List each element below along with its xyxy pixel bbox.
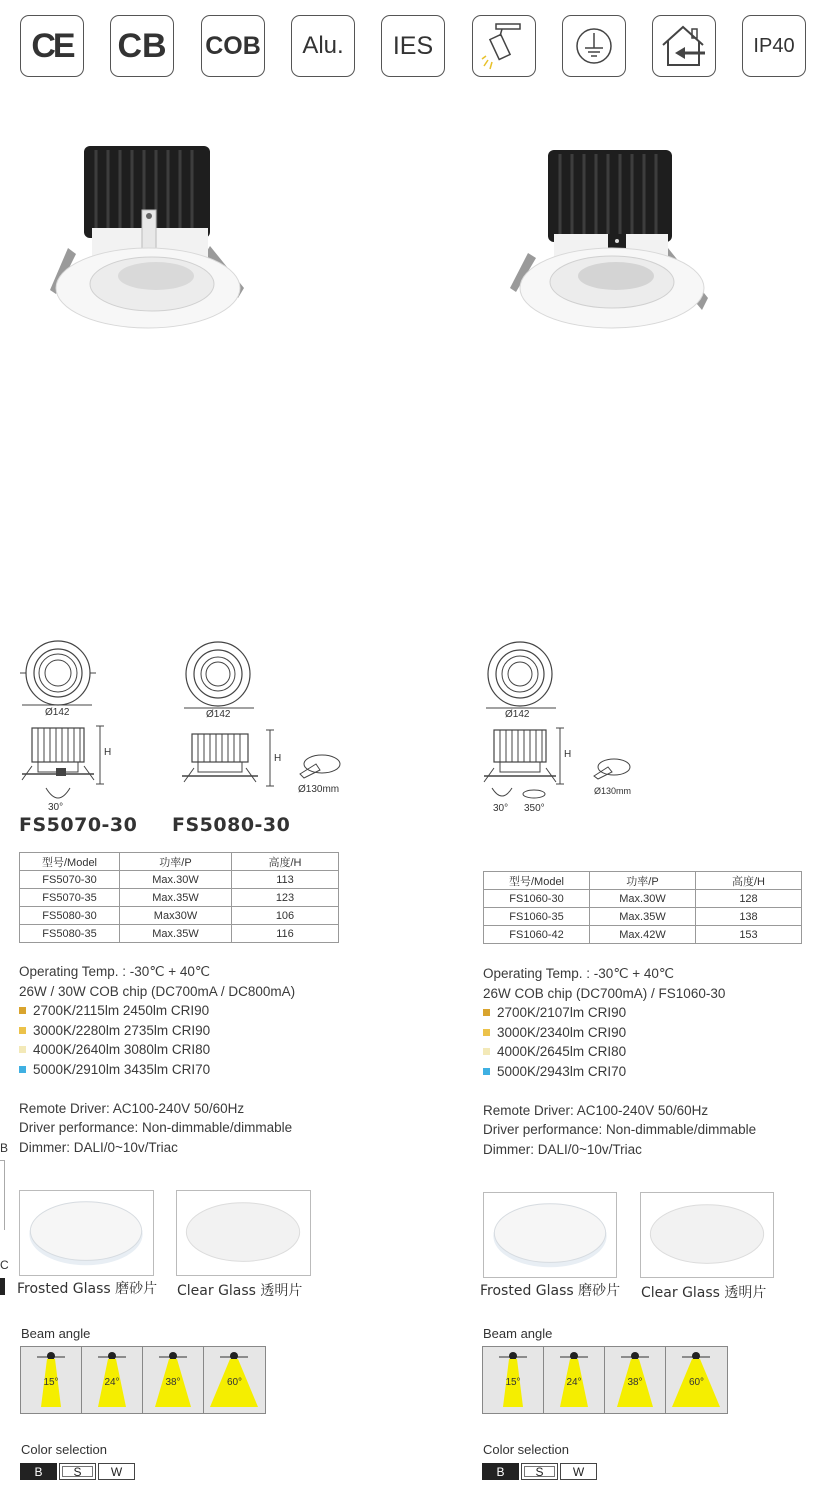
header-power: 功率/P: [120, 853, 232, 871]
cell-model: FS1060-30: [484, 890, 590, 908]
table-row: [484, 908, 802, 926]
beam-angle-chart-right: [482, 1346, 728, 1414]
ies-mark-icon: IES: [381, 15, 445, 77]
cutout-hole-icon: [296, 752, 342, 782]
cct-item: 5000K/2943lm CRI70: [483, 1062, 756, 1082]
beam-24: 24°: [544, 1347, 605, 1413]
side-view-drawing-fs5070: [18, 724, 98, 786]
beam-15: 15°: [483, 1347, 544, 1413]
cell-height: 138: [696, 908, 802, 926]
cell-model: FS1060-42: [484, 926, 590, 944]
beam-angle-chart-left: [20, 1346, 266, 1414]
dimmer-spec: Dimmer: DALI/0~10v/Triac: [483, 1141, 642, 1157]
top-view-drawing-fs5080: [180, 640, 256, 708]
table-row: [20, 907, 339, 925]
color-silver-option[interactable]: S: [521, 1463, 558, 1480]
cell-model: FS1060-35: [484, 908, 590, 926]
edge-fragment-b: B: [0, 1141, 9, 1155]
top-view-drawing-fs1060: [482, 640, 558, 708]
table-row: [484, 926, 802, 944]
spec-table-right: [483, 871, 802, 944]
aluminium-mark-icon: Alu.: [291, 15, 355, 77]
cell-height: 113: [232, 871, 339, 889]
table-row: [20, 889, 339, 907]
cct-item: 3000K/2280lm 2735lm CRI90: [19, 1021, 295, 1041]
frosted-glass-label-left: Frosted Glass 磨砂片: [17, 1281, 158, 1297]
color-selection-label-right: Color selection: [483, 1442, 569, 1457]
spec-table-left: [19, 852, 339, 943]
performance-spec: Driver performance: Non-dimmable/dimmable: [483, 1122, 757, 1137]
performance-spec: Driver performance: Non-dimmable/dimmable: [19, 1120, 293, 1135]
frosted-glass-image-right: [483, 1192, 617, 1278]
tilt-label-fs1060: 30°: [493, 803, 509, 814]
specs-left: [19, 962, 295, 1157]
cell-power: Max.30W: [120, 871, 232, 889]
clear-glass-image-left: [176, 1190, 311, 1276]
tilt-label-fs5070: 30°: [48, 802, 64, 813]
header-height: 高度/H: [696, 872, 802, 890]
beam-60: 60°: [666, 1347, 727, 1413]
model-title-fs5080: FS5080-30: [172, 814, 291, 836]
header-height: 高度/H: [232, 853, 339, 871]
color-black-option[interactable]: B: [482, 1463, 519, 1480]
cct-item: 2700K/2107lm CRI90: [483, 1003, 756, 1023]
swatch-4000k: [19, 1046, 26, 1053]
swatch-4000k: [483, 1048, 490, 1055]
cutout-hole-icon: [590, 756, 632, 782]
clear-glass-image-right: [640, 1192, 774, 1278]
track-light-icon: [472, 15, 536, 77]
color-selection-left: [20, 1463, 135, 1480]
edge-frame: [0, 1160, 5, 1230]
header-model: 型号/Model: [20, 853, 120, 871]
ip40-mark-icon: IP40: [742, 15, 806, 77]
product-photo-left: [40, 138, 250, 338]
cell-height: 106: [232, 907, 339, 925]
cct-item: 4000K/2640lm 3080lm CRI80: [19, 1040, 295, 1060]
rotate-label-fs1060: 350°: [524, 803, 545, 814]
diameter-label-fs1060: Ø142: [505, 709, 530, 720]
product-photo-right: [508, 148, 718, 338]
cell-model: FS5070-35: [20, 889, 120, 907]
operating-temp: Operating Temp. : -30℃ + 40℃: [483, 966, 675, 981]
rotate-arc-icon: [520, 788, 548, 800]
swatch-3000k: [483, 1029, 490, 1036]
cell-model: FS5080-35: [20, 925, 120, 943]
clear-glass-label-right: Clear Glass 透明片: [641, 1285, 767, 1301]
beam-60: 60°: [204, 1347, 265, 1413]
table-row: [20, 925, 339, 943]
swatch-5000k: [19, 1066, 26, 1073]
cell-model: FS5070-30: [20, 871, 120, 889]
height-label-fs1060: H: [564, 749, 572, 760]
table-header-row: [484, 872, 802, 890]
color-black-option[interactable]: B: [20, 1463, 57, 1480]
swatch-3000k: [19, 1027, 26, 1034]
cutout-label-fs1060: Ø130mm: [594, 786, 632, 796]
diameter-label-fs5080: Ø142: [206, 709, 231, 720]
cell-height: 128: [696, 890, 802, 908]
tilt-arc-icon: [44, 786, 72, 802]
cell-height: 123: [232, 889, 339, 907]
color-silver-option[interactable]: S: [59, 1463, 96, 1480]
edge-black-swatch: [0, 1278, 5, 1295]
edge-fragment-c: C: [0, 1258, 9, 1272]
color-white-option[interactable]: W: [560, 1463, 597, 1480]
specs-right: [483, 964, 756, 1159]
tilt-arc-icon: [490, 786, 514, 800]
frosted-glass-label-right: Frosted Glass 磨砂片: [480, 1283, 621, 1299]
diameter-label-fs5070: Ø142: [45, 707, 70, 718]
frosted-glass-image-left: [19, 1190, 154, 1276]
beam-angle-label-right: Beam angle: [483, 1326, 553, 1341]
cell-power: Max.30W: [590, 890, 696, 908]
swatch-2700k: [19, 1007, 26, 1014]
height-label-fs5080: H: [274, 753, 282, 764]
top-view-drawing-fs5070: [18, 638, 98, 708]
ground-icon: [562, 15, 626, 77]
table-row: [484, 890, 802, 908]
color-selection-right: [482, 1463, 597, 1480]
cell-power: Max.42W: [590, 926, 696, 944]
beam-38: 38°: [143, 1347, 204, 1413]
cell-height: 153: [696, 926, 802, 944]
header-power: 功率/P: [590, 872, 696, 890]
chip-spec: 26W COB chip (DC700mA) / FS1060-30: [483, 985, 726, 1001]
beam-38: 38°: [605, 1347, 666, 1413]
chip-spec: 26W / 30W COB chip (DC700mA / DC800mA): [19, 983, 296, 999]
dimmer-spec: Dimmer: DALI/0~10v/Triac: [19, 1139, 178, 1155]
height-label-fs5070: H: [104, 747, 112, 758]
beam-15: 15°: [21, 1347, 82, 1413]
ce-mark-icon: CE: [20, 15, 84, 77]
cob-mark-icon: COB: [201, 15, 265, 77]
color-selection-label-left: Color selection: [21, 1442, 107, 1457]
cct-item: 4000K/2645lm CRI80: [483, 1042, 756, 1062]
certification-icons: [20, 15, 810, 79]
cell-height: 116: [232, 925, 339, 943]
color-white-option[interactable]: W: [98, 1463, 135, 1480]
side-view-drawing-fs5080: [180, 730, 260, 786]
cct-item: 2700K/2115lm 2450lm CRI90: [19, 1001, 295, 1021]
cutout-label-fs5080: Ø130mm: [298, 784, 340, 795]
cct-item: 5000K/2910lm 3435lm CRI70: [19, 1060, 295, 1080]
cct-item: 3000K/2340lm CRI90: [483, 1023, 756, 1043]
cell-power: Max.35W: [120, 889, 232, 907]
cell-power: Max.35W: [120, 925, 232, 943]
header-model: 型号/Model: [484, 872, 590, 890]
model-title-fs5070: FS5070-30: [19, 814, 138, 836]
side-view-drawing-fs1060: [480, 726, 560, 786]
cb-mark-icon: CB: [110, 15, 174, 77]
operating-temp: Operating Temp. : -30℃ + 40℃: [19, 964, 211, 979]
swatch-5000k: [483, 1068, 490, 1075]
driver-spec: Remote Driver: AC100-240V 50/60Hz: [19, 1100, 245, 1116]
cell-power: Max.35W: [590, 908, 696, 926]
beam-24: 24°: [82, 1347, 143, 1413]
swatch-2700k: [483, 1009, 490, 1016]
clear-glass-label-left: Clear Glass 透明片: [177, 1283, 303, 1299]
beam-angle-label-left: Beam angle: [21, 1326, 91, 1341]
cell-power: Max30W: [120, 907, 232, 925]
table-header-row: [20, 853, 339, 871]
table-row: [20, 871, 339, 889]
cell-model: FS5080-30: [20, 907, 120, 925]
driver-spec: Remote Driver: AC100-240V 50/60Hz: [483, 1102, 709, 1118]
indoor-icon: [652, 15, 716, 77]
